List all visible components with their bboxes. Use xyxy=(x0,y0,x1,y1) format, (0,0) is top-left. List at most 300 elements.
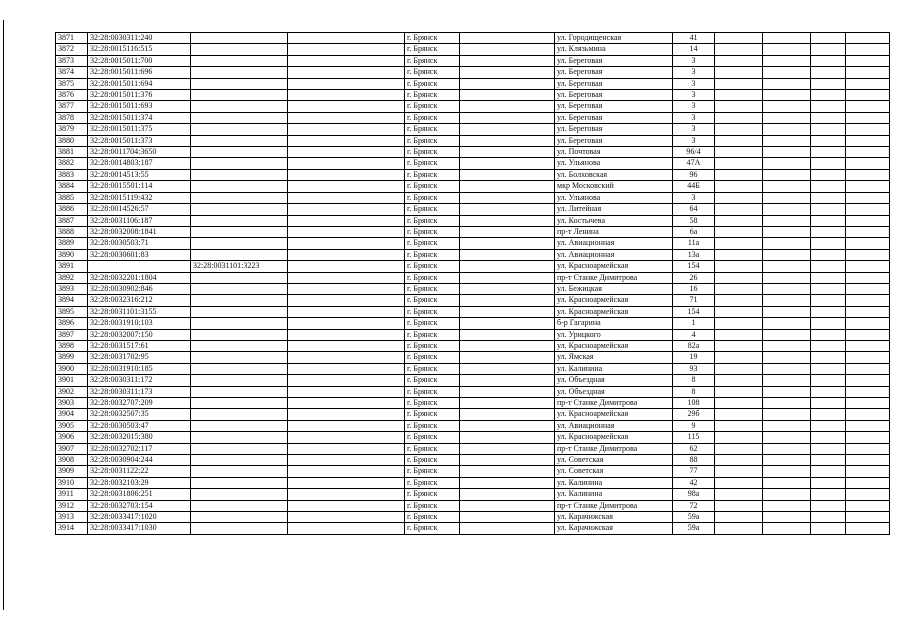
empty-cell xyxy=(715,363,763,374)
street-cell: пр-т Станке Димитрова xyxy=(555,398,673,409)
cadastral-number-cell: 32:28:0032008:1841 xyxy=(88,226,191,237)
empty-cell xyxy=(763,124,811,135)
empty-cell xyxy=(460,55,555,66)
empty-cell xyxy=(288,78,405,89)
row-number-cell: 3885 xyxy=(56,192,88,203)
table-row xyxy=(56,272,890,283)
empty-cell xyxy=(846,261,890,272)
cadastral-number-cell: 32:28:0015011:373 xyxy=(88,135,191,146)
empty-cell xyxy=(460,249,555,260)
cadastral-number-alt-cell xyxy=(191,443,288,454)
row-number-cell: 3904 xyxy=(56,409,88,420)
house-number-cell: 3 xyxy=(673,135,715,146)
empty-cell xyxy=(715,283,763,294)
table-row xyxy=(56,44,890,55)
cadastral-number-alt-cell xyxy=(191,409,288,420)
table-row xyxy=(56,340,890,351)
house-number-cell: 82а xyxy=(673,340,715,351)
street-cell: ул. Красноармейская xyxy=(555,306,673,317)
city-cell: г. Брянск xyxy=(405,443,460,454)
cadastral-number-alt-cell xyxy=(191,204,288,215)
empty-cell xyxy=(811,204,846,215)
house-number-cell: 72 xyxy=(673,500,715,511)
cadastral-number-cell: 32:28:0030902:846 xyxy=(88,283,191,294)
empty-cell xyxy=(811,272,846,283)
house-number-cell: 42 xyxy=(673,477,715,488)
house-number-cell: 77 xyxy=(673,466,715,477)
empty-cell xyxy=(715,466,763,477)
row-number-cell: 3895 xyxy=(56,306,88,317)
empty-cell xyxy=(846,135,890,146)
empty-cell xyxy=(288,158,405,169)
table-row xyxy=(56,226,890,237)
empty-cell xyxy=(460,363,555,374)
empty-cell xyxy=(460,226,555,237)
cadastral-number-alt-cell xyxy=(191,78,288,89)
cadastral-number-cell: 32:28:0031702:95 xyxy=(88,352,191,363)
empty-cell xyxy=(715,169,763,180)
empty-cell xyxy=(460,192,555,203)
empty-cell xyxy=(811,443,846,454)
empty-cell xyxy=(460,329,555,340)
row-number-cell: 3893 xyxy=(56,283,88,294)
cadastral-number-cell: 32:28:0032702:117 xyxy=(88,443,191,454)
empty-cell xyxy=(811,363,846,374)
empty-cell xyxy=(811,306,846,317)
empty-cell xyxy=(715,90,763,101)
street-cell: ул. Береговая xyxy=(555,101,673,112)
street-cell: ул. Красноармейская xyxy=(555,295,673,306)
empty-cell xyxy=(763,67,811,78)
empty-cell xyxy=(288,420,405,431)
empty-cell xyxy=(715,455,763,466)
table-row xyxy=(56,466,890,477)
cadastral-number-cell xyxy=(88,261,191,272)
cadastral-number-cell: 32:28:0015011:693 xyxy=(88,101,191,112)
house-number-cell: 3 xyxy=(673,90,715,101)
empty-cell xyxy=(763,398,811,409)
cadastral-number-alt-cell xyxy=(191,512,288,523)
empty-cell xyxy=(811,67,846,78)
city-cell: г. Брянск xyxy=(405,261,460,272)
cadastral-number-cell: 32:28:0011704:3650 xyxy=(88,147,191,158)
row-number-cell: 3897 xyxy=(56,329,88,340)
empty-cell xyxy=(715,55,763,66)
table-row xyxy=(56,158,890,169)
empty-cell xyxy=(715,340,763,351)
cadastral-number-alt-cell xyxy=(191,523,288,534)
street-cell: ул. Объездная xyxy=(555,375,673,386)
cadastral-number-alt-cell: 32:28:0031101:3223 xyxy=(191,261,288,272)
empty-cell xyxy=(763,158,811,169)
cadastral-number-alt-cell xyxy=(191,455,288,466)
empty-cell xyxy=(460,352,555,363)
street-cell: ул. Калинина xyxy=(555,489,673,500)
empty-cell xyxy=(715,306,763,317)
table-row xyxy=(56,363,890,374)
empty-cell xyxy=(288,135,405,146)
empty-cell xyxy=(846,101,890,112)
row-number-cell: 3873 xyxy=(56,55,88,66)
cadastral-number-cell: 32:28:0031517:61 xyxy=(88,340,191,351)
empty-cell xyxy=(846,215,890,226)
city-cell: г. Брянск xyxy=(405,124,460,135)
table-row xyxy=(56,523,890,534)
property-register-table xyxy=(55,32,890,535)
empty-cell xyxy=(811,181,846,192)
empty-cell xyxy=(715,272,763,283)
empty-cell xyxy=(288,455,405,466)
city-cell: г. Брянск xyxy=(405,295,460,306)
street-cell: ул. Ульянова xyxy=(555,158,673,169)
empty-cell xyxy=(846,67,890,78)
house-number-cell: 9 xyxy=(673,420,715,431)
city-cell: г. Брянск xyxy=(405,192,460,203)
row-number-cell: 3903 xyxy=(56,398,88,409)
empty-cell xyxy=(288,215,405,226)
street-cell: ул. Авиационная xyxy=(555,238,673,249)
empty-cell xyxy=(460,523,555,534)
empty-cell xyxy=(811,352,846,363)
empty-cell xyxy=(763,432,811,443)
house-number-cell: 3 xyxy=(673,112,715,123)
empty-cell xyxy=(715,124,763,135)
cadastral-number-alt-cell xyxy=(191,477,288,488)
empty-cell xyxy=(288,249,405,260)
table-row xyxy=(56,215,890,226)
empty-cell xyxy=(846,386,890,397)
empty-cell xyxy=(811,238,846,249)
empty-cell xyxy=(846,249,890,260)
cadastral-number-cell: 32:28:0014803:187 xyxy=(88,158,191,169)
table-row xyxy=(56,192,890,203)
empty-cell xyxy=(288,477,405,488)
empty-cell xyxy=(846,55,890,66)
city-cell: г. Брянск xyxy=(405,375,460,386)
row-number-cell: 3881 xyxy=(56,147,88,158)
city-cell: г. Брянск xyxy=(405,181,460,192)
street-cell: ул. Карачижская xyxy=(555,512,673,523)
cadastral-number-cell: 32:28:0031910:185 xyxy=(88,363,191,374)
empty-cell xyxy=(763,306,811,317)
empty-cell xyxy=(288,375,405,386)
street-cell: ул. Советская xyxy=(555,455,673,466)
house-number-cell: 13а xyxy=(673,249,715,260)
cadastral-number-alt-cell xyxy=(191,386,288,397)
street-cell: ул. Советская xyxy=(555,466,673,477)
row-number-cell: 3910 xyxy=(56,477,88,488)
empty-cell xyxy=(460,443,555,454)
cadastral-number-alt-cell xyxy=(191,226,288,237)
street-cell: ул. Красноармейская xyxy=(555,409,673,420)
cadastral-number-alt-cell xyxy=(191,181,288,192)
empty-cell xyxy=(288,489,405,500)
register-table-body xyxy=(56,33,890,535)
empty-cell xyxy=(288,169,405,180)
table-row xyxy=(56,147,890,158)
city-cell: г. Брянск xyxy=(405,147,460,158)
street-cell: б-р Гагарина xyxy=(555,318,673,329)
table-row xyxy=(56,181,890,192)
city-cell: г. Брянск xyxy=(405,90,460,101)
empty-cell xyxy=(715,112,763,123)
empty-cell xyxy=(846,226,890,237)
empty-cell xyxy=(763,500,811,511)
row-number-cell: 3872 xyxy=(56,44,88,55)
empty-cell xyxy=(460,489,555,500)
row-number-cell: 3871 xyxy=(56,33,88,44)
empty-cell xyxy=(460,147,555,158)
cadastral-number-alt-cell xyxy=(191,375,288,386)
cadastral-number-cell: 32:28:0033417:1020 xyxy=(88,512,191,523)
city-cell: г. Брянск xyxy=(405,238,460,249)
cadastral-number-alt-cell xyxy=(191,329,288,340)
empty-cell xyxy=(715,215,763,226)
empty-cell xyxy=(763,352,811,363)
cadastral-number-alt-cell xyxy=(191,489,288,500)
empty-cell xyxy=(460,124,555,135)
cadastral-number-cell: 32:28:0032703:154 xyxy=(88,500,191,511)
cadastral-number-cell: 32:28:0032316:212 xyxy=(88,295,191,306)
empty-cell xyxy=(811,318,846,329)
street-cell: ул. Почтовая xyxy=(555,147,673,158)
empty-cell xyxy=(460,306,555,317)
city-cell: г. Брянск xyxy=(405,78,460,89)
empty-cell xyxy=(715,375,763,386)
empty-cell xyxy=(811,455,846,466)
row-number-cell: 3900 xyxy=(56,363,88,374)
empty-cell xyxy=(288,329,405,340)
table-row xyxy=(56,204,890,215)
table-row xyxy=(56,398,890,409)
row-number-cell: 3905 xyxy=(56,420,88,431)
empty-cell xyxy=(715,192,763,203)
city-cell: г. Брянск xyxy=(405,306,460,317)
cadastral-number-alt-cell xyxy=(191,147,288,158)
row-number-cell: 3889 xyxy=(56,238,88,249)
cadastral-number-cell: 32:28:0031806:251 xyxy=(88,489,191,500)
cadastral-number-cell: 32:28:0032007:150 xyxy=(88,329,191,340)
house-number-cell: 16 xyxy=(673,283,715,294)
empty-cell xyxy=(460,318,555,329)
city-cell: г. Брянск xyxy=(405,432,460,443)
empty-cell xyxy=(460,261,555,272)
city-cell: г. Брянск xyxy=(405,512,460,523)
house-number-cell: 3 xyxy=(673,192,715,203)
cadastral-number-alt-cell xyxy=(191,363,288,374)
empty-cell xyxy=(811,226,846,237)
cadastral-number-alt-cell xyxy=(191,340,288,351)
city-cell: г. Брянск xyxy=(405,158,460,169)
house-number-cell: 154 xyxy=(673,306,715,317)
street-cell: ул. Ульянова xyxy=(555,192,673,203)
street-cell: ул. Авиационная xyxy=(555,420,673,431)
empty-cell xyxy=(288,44,405,55)
row-number-cell: 3876 xyxy=(56,90,88,101)
city-cell: г. Брянск xyxy=(405,363,460,374)
table-row xyxy=(56,306,890,317)
empty-cell xyxy=(846,455,890,466)
empty-cell xyxy=(460,78,555,89)
empty-cell xyxy=(715,158,763,169)
table-row xyxy=(56,78,890,89)
table-row xyxy=(56,386,890,397)
house-number-cell: 6а xyxy=(673,226,715,237)
cadastral-number-cell: 32:28:0015119:432 xyxy=(88,192,191,203)
empty-cell xyxy=(715,352,763,363)
row-number-cell: 3887 xyxy=(56,215,88,226)
cadastral-number-alt-cell xyxy=(191,318,288,329)
street-cell: ул. Красноармейская xyxy=(555,340,673,351)
empty-cell xyxy=(288,261,405,272)
city-cell: г. Брянск xyxy=(405,226,460,237)
house-number-cell: 11а xyxy=(673,238,715,249)
empty-cell xyxy=(715,204,763,215)
row-number-cell: 3879 xyxy=(56,124,88,135)
house-number-cell: 93 xyxy=(673,363,715,374)
street-cell: мкр Московский xyxy=(555,181,673,192)
city-cell: г. Брянск xyxy=(405,204,460,215)
cadastral-number-cell: 32:28:0015011:374 xyxy=(88,112,191,123)
empty-cell xyxy=(763,340,811,351)
city-cell: г. Брянск xyxy=(405,67,460,78)
empty-cell xyxy=(288,147,405,158)
empty-cell xyxy=(715,101,763,112)
empty-cell xyxy=(846,272,890,283)
empty-cell xyxy=(811,192,846,203)
empty-cell xyxy=(460,295,555,306)
empty-cell xyxy=(846,112,890,123)
empty-cell xyxy=(846,523,890,534)
empty-cell xyxy=(288,398,405,409)
empty-cell xyxy=(811,78,846,89)
empty-cell xyxy=(811,512,846,523)
empty-cell xyxy=(460,33,555,44)
table-row xyxy=(56,90,890,101)
empty-cell xyxy=(715,33,763,44)
table-row xyxy=(56,489,890,500)
empty-cell xyxy=(763,249,811,260)
house-number-cell: 4 xyxy=(673,329,715,340)
empty-cell xyxy=(288,181,405,192)
street-cell: пр-т Станке Димитрова xyxy=(555,272,673,283)
empty-cell xyxy=(460,500,555,511)
empty-cell xyxy=(811,477,846,488)
cadastral-number-cell: 32:28:0030503:47 xyxy=(88,420,191,431)
table-row xyxy=(56,55,890,66)
empty-cell xyxy=(846,318,890,329)
city-cell: г. Брянск xyxy=(405,249,460,260)
empty-cell xyxy=(763,272,811,283)
empty-cell xyxy=(288,67,405,78)
empty-cell xyxy=(715,398,763,409)
house-number-cell: 154 xyxy=(673,261,715,272)
empty-cell xyxy=(288,363,405,374)
empty-cell xyxy=(715,489,763,500)
street-cell: ул. Береговая xyxy=(555,78,673,89)
row-number-cell: 3884 xyxy=(56,181,88,192)
cadastral-number-alt-cell xyxy=(191,283,288,294)
cadastral-number-alt-cell xyxy=(191,112,288,123)
cadastral-number-cell: 32:28:0015011:700 xyxy=(88,55,191,66)
empty-cell xyxy=(715,500,763,511)
empty-cell xyxy=(715,329,763,340)
empty-cell xyxy=(763,55,811,66)
empty-cell xyxy=(715,147,763,158)
cadastral-number-alt-cell xyxy=(191,272,288,283)
street-cell: ул. Береговая xyxy=(555,90,673,101)
empty-cell xyxy=(288,272,405,283)
empty-cell xyxy=(811,249,846,260)
empty-cell xyxy=(846,192,890,203)
empty-cell xyxy=(763,181,811,192)
empty-cell xyxy=(763,512,811,523)
row-number-cell: 3911 xyxy=(56,489,88,500)
empty-cell xyxy=(846,295,890,306)
street-cell: ул. Красноармейская xyxy=(555,261,673,272)
cadastral-number-alt-cell xyxy=(191,135,288,146)
cadastral-number-cell: 32:28:0031101:3155 xyxy=(88,306,191,317)
empty-cell xyxy=(763,466,811,477)
cadastral-number-alt-cell xyxy=(191,420,288,431)
empty-cell xyxy=(460,432,555,443)
cadastral-number-alt-cell xyxy=(191,295,288,306)
cadastral-number-alt-cell xyxy=(191,44,288,55)
house-number-cell: 29б xyxy=(673,409,715,420)
city-cell: г. Брянск xyxy=(405,318,460,329)
empty-cell xyxy=(763,523,811,534)
empty-cell xyxy=(288,204,405,215)
cadastral-number-alt-cell xyxy=(191,249,288,260)
empty-cell xyxy=(846,33,890,44)
empty-cell xyxy=(460,90,555,101)
empty-cell xyxy=(846,158,890,169)
empty-cell xyxy=(715,238,763,249)
house-number-cell: 3 xyxy=(673,67,715,78)
house-number-cell: 47А xyxy=(673,158,715,169)
empty-cell xyxy=(460,112,555,123)
city-cell: г. Брянск xyxy=(405,169,460,180)
empty-cell xyxy=(715,409,763,420)
empty-cell xyxy=(846,375,890,386)
house-number-cell: 98а xyxy=(673,489,715,500)
house-number-cell: 1 xyxy=(673,318,715,329)
empty-cell xyxy=(460,169,555,180)
cadastral-number-alt-cell xyxy=(191,124,288,135)
empty-cell xyxy=(846,44,890,55)
house-number-cell: 19 xyxy=(673,352,715,363)
house-number-cell: 62 xyxy=(673,443,715,454)
cadastral-number-cell: 32:28:0015011:694 xyxy=(88,78,191,89)
table-row xyxy=(56,135,890,146)
empty-cell xyxy=(763,169,811,180)
street-cell: пр-т Станке Димитрова xyxy=(555,443,673,454)
street-cell: ул. Объездная xyxy=(555,386,673,397)
street-cell: ул. Береговая xyxy=(555,67,673,78)
empty-cell xyxy=(846,90,890,101)
house-number-cell: 26 xyxy=(673,272,715,283)
table-row xyxy=(56,409,890,420)
empty-cell xyxy=(763,204,811,215)
cadastral-number-cell: 32:28:0032201:1804 xyxy=(88,272,191,283)
row-number-cell: 3874 xyxy=(56,67,88,78)
empty-cell xyxy=(811,489,846,500)
cadastral-number-alt-cell xyxy=(191,158,288,169)
empty-cell xyxy=(460,398,555,409)
cadastral-number-cell: 32:28:0014513:55 xyxy=(88,169,191,180)
empty-cell xyxy=(715,523,763,534)
empty-cell xyxy=(460,215,555,226)
